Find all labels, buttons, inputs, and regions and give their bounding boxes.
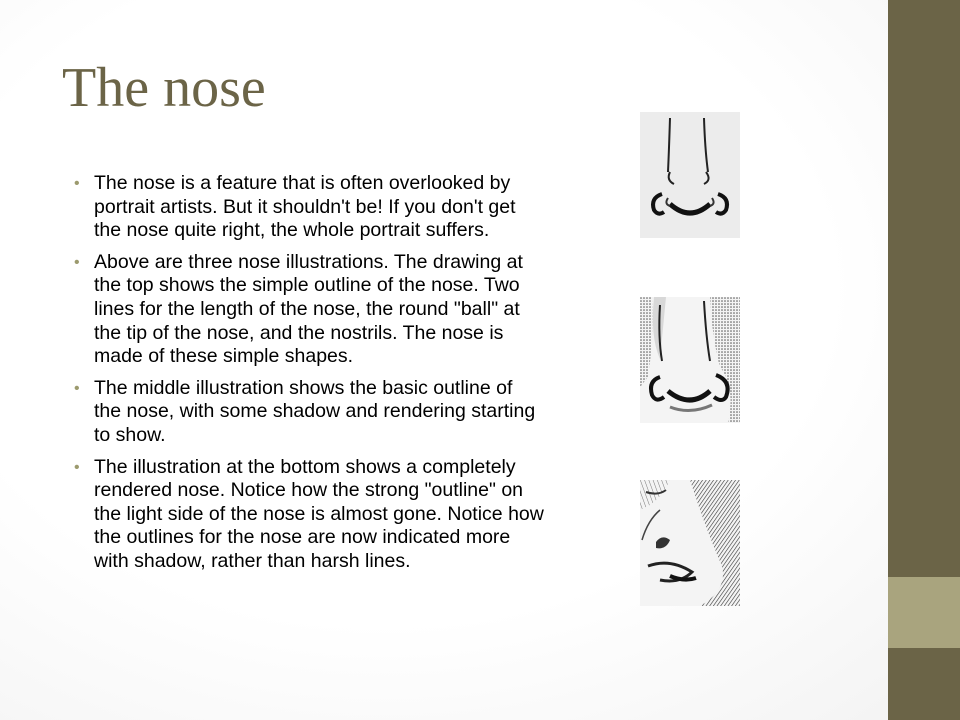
nose-outline-drawing [640, 112, 740, 238]
side-accent-decoration [888, 577, 960, 648]
bullet-icon: • [74, 379, 80, 397]
bullet-text: The nose is a feature that is often overlooked by portrait artists. But it shouldn't be! If you don't get the nose quite right, the whole portrait suffers. [94, 172, 516, 242]
nose-rendered-drawing [640, 480, 740, 606]
bullet-item [74, 172, 544, 243]
bullet-text: The middle illustration shows the basic outline of the nose, with some shadow and rendering starting to show. [94, 376, 536, 446]
bullet-icon: • [74, 175, 80, 192]
bullet-text: The illustration at the bottom shows a completely rendered nose. Notice how the strong "outline" on the light side of the nose is almost gone. Notice how the outlines for the nose are now indicated more with shadow, rather than harsh lines. [94, 455, 544, 572]
bullet-icon: • [74, 458, 80, 476]
nose-shaded-icon [640, 297, 740, 423]
bullet-icon: • [74, 253, 80, 271]
nose-shaded-drawing [640, 297, 740, 423]
bullet-item [74, 251, 544, 369]
bullet-text: Above are three nose illustrations. The drawing at the top shows the simple outline of the nose. Two lines for the length of the nose, the round "ball" at the tip of the nose, and the nostrils. The nose is made of these simple shapes. [94, 250, 523, 368]
slide-title: The nose [62, 57, 266, 119]
nose-outline-icon [640, 112, 740, 238]
bullet-item [74, 377, 544, 448]
bullet-list [74, 172, 544, 582]
bullet-item [74, 456, 544, 574]
nose-rendered-icon [640, 480, 740, 606]
